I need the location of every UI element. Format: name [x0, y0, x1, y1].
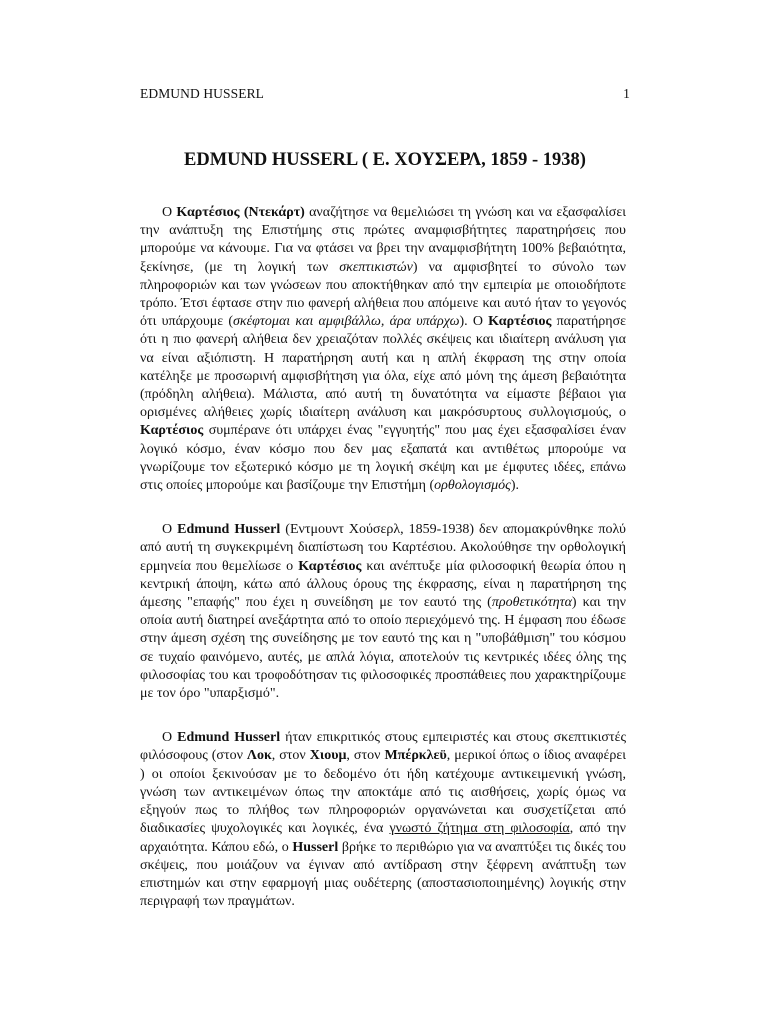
document-title: EDMUND HUSSERL ( Ε. ΧΟΥΣΕΡΛ, 1859 - 1938): [184, 150, 586, 170]
emphasis-italic: σκέφτομαι και αμφιβάλλω, άρα υπάρχω: [233, 314, 460, 330]
emphasis-bold: Edmund Husserl: [177, 730, 281, 746]
emphasis-bold: Μπέρκλεϋ: [384, 748, 447, 764]
text-run: (Εντμουντ Χούσερλ, 1859-1938) δεν απομακρύνθηκε πολύ από αυτή τη συγκεκριμένη διαπίστωση του Καρτέσιου. Ακολούθησε την ορθολογική ερμηνεία που θεμελίωσε ο: [140, 522, 626, 574]
text-run: ).: [510, 478, 520, 494]
text-run: ) και την οποία αυτή διατηρεί ανεξάρτητα από το οποίο περιεχόμενό της. Η έμφαση που έδωσε στην άμεση σχέση της συνείδησης με τον εαυτό της και η "υποβάθμιση" του κόσμου σε τυχαίο φαινόμενο, αυτές, με απλά λόγια, αποτελούν τις κεντρικές ιδέες όλης της φιλοσοφίας του και τροφοδότησαν τις φιλοσοφικές προσπάθειες που χαρακτηρίζουμε με τον όρο "υπαρξισμό".: [140, 595, 626, 702]
emphasis-bold: Χιουμ: [309, 748, 347, 764]
text-run: , στον: [271, 748, 310, 764]
emphasis-bold: Λοκ: [246, 748, 272, 764]
text-run: , μερικοί όπως ο ίδιος αναφέρει ) οι οποίοι ξεκινούσαν με το δεδομένο ότι ήδη κατέχουμε αντικειμενική γνώση, γνώση των αντικειμένων όπως την αποκτάμε από τις αισθήσεις, χωρίς όμως να εξηγούν πως το πλήθος των πληροφοριών οργανώνεται και συσχετίζεται από διαδικασίες ψυχολογικές και λογικές, ένα: [140, 748, 626, 837]
text-run: ). Ο: [459, 314, 489, 330]
emphasis-bold: Husserl: [292, 839, 339, 855]
text-run: , από την αρχαιότητα. Κάπου εδώ, ο: [140, 821, 626, 855]
running-header: [140, 86, 630, 102]
body-text: [140, 204, 626, 937]
emphasis-bold: Καρτέσιος: [488, 314, 552, 330]
text-run: και ανέπτυξε μία φιλοσοφική θεωρία όπου η κεντρική άποψη, κάτω από άλλους όρους της έκφρασης, είναι η παρατήρηση της άμεσης "επαφής" που έχει η συνείδηση με τον εαυτό της (: [140, 558, 626, 611]
paragraph-husserl-empiricists: [140, 729, 626, 911]
header-author: EDMUND HUSSERL: [140, 86, 265, 101]
text-run: βρήκε το περιθώριο για να αναπτύξει τις δικές του σκέψεις, που μοιάζουν να έγιναν από αντίδραση στην ξέφρενη ανάπτυξη των επιστημών και στην εφαρμογή μιας ουδέτερης (αποστασιοποιημένης) λογικής στην περιγραφή των πραγμάτων.: [140, 839, 626, 910]
text-run: Ο: [162, 522, 178, 538]
emphasis-bold: Edmund Husserl: [177, 522, 281, 538]
text-run: ήταν επικριτικός στους εμπειριστές και στους σκεπτικιστές φιλόσοφους (στον: [140, 730, 626, 764]
paragraph-husserl-intentionality: [140, 521, 626, 703]
emphasis-bold: Καρτέσιος (Ντεκάρτ): [176, 205, 305, 220]
emphasis-italic: σκεπτικιστών: [339, 259, 413, 275]
text-run: Ο: [162, 730, 178, 746]
paragraph-descartes: [140, 204, 626, 495]
text-run: συμπέρανε ότι υπάρχει ένας "εγγυητής" που μας έχει εξασφαλίσει έναν λογικό κόσμο, έναν κόσμο που δεν μας εξαπατά και αντιθέτως μπορούμε να γνωρίζουμε τον εξωτερικό κόσμο με τη λογική σκέψη και με έμφυτες ιδέες, επάνω στις οποίες μπορούμε και βασίζουμε την Επιστήμη (: [140, 423, 626, 494]
text-run: αναζήτησε να θεμελιώσει τη γνώση και να εξασφαλίσει την ανάπτυξη της Επιστήμης στις πρώτες αναμφισβήτητες παρατηρήσεις που μπορούμε να κάνουμε. Για να φτάσει να βρει την αναμφισβήτητη 100% βεβαιότητα, ξεκίνησε, (με τη λογική των: [140, 205, 626, 275]
text-run: Ο: [162, 205, 177, 220]
text-run: παρατήρησε ότι η πιο φανερή αλήθεια δεν χρειαζόταν πολλές σκέψεις και ιδιαίτερη ανάλυση για να είναι αξιόπιστη. Η παρατήρηση αυτή και η απλή έκφραση της στην οποία κατέληξε με προσωρινή αμφισβήτηση για όλα, είχε από μόνη της άμεση βεβαιότητα (πρόδηλη αλήθεια). Μάλιστα, από αυτή τη δυνατότητα να είμαστε βέβαιοι για ορισμένες αλήθειες χωρίς ιδιαίτερη ανάλυση και μακρόσυρτους συλλογισμούς, ο: [140, 314, 626, 421]
emphasis-bold: Καρτέσιος: [140, 423, 204, 439]
emphasis-italic: ορθολογισμός: [434, 478, 511, 494]
text-run: , στον: [346, 748, 385, 764]
text-run: ) να αμφισβητεί το σύνολο των πληροφοριών και των γνώσεων που αποκτήθηκαν από την εμπειρία με οποιοδήποτε τρόπο. Έτσι έφτασε στην πιο φανερή αλήθεια που απόμεινε και αυτό ήταν το γεγονός ότι υπάρχουμε (: [140, 259, 626, 330]
emphasis-underline: γνωστό ζήτημα στη φιλοσοφία: [389, 821, 570, 837]
emphasis-bold: Καρτέσιος: [298, 558, 362, 574]
emphasis-italic: προθετικότητα: [491, 595, 572, 611]
page-number: 1: [623, 86, 630, 101]
